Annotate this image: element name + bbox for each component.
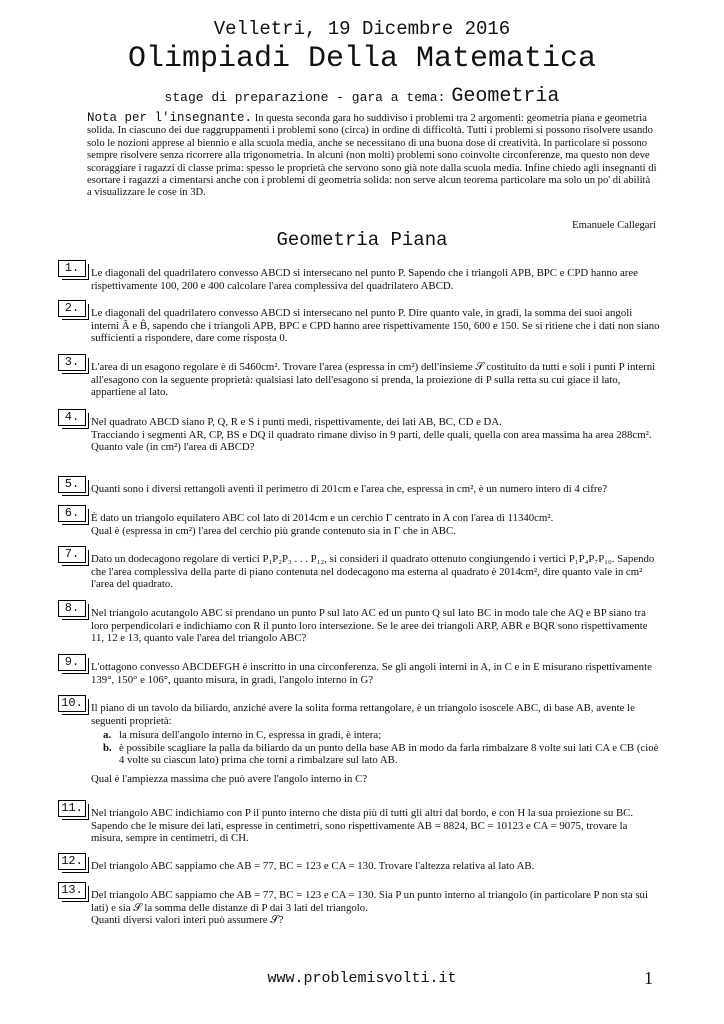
problem-number: 3. xyxy=(58,354,86,371)
problem-items xyxy=(103,729,661,767)
problem-number: 6. xyxy=(58,505,86,522)
problem-text: Il piano di un tavolo da biliardo, anziché avere la solita forma rettangolare, è un triangolo isoscele ABC, di base AB, avente le seguenti proprietà: a. la misura dell'angolo interno in C, espressa in gradi, è intera; b. è possibile scagliare la palla da biliardo da un punto della base AB in modo da farla rimbalzare 8 volte sui lati CA e CB (cioè 4 volte su ciascun lato) prima che torni a rimbalzare sul lato AB. Qual è l'ampiezza massima che può avere l'angolo interno in C? xyxy=(91,702,661,786)
problem-number: 9. xyxy=(58,654,86,671)
problem-number: 7. xyxy=(58,546,86,563)
page-subtitle xyxy=(0,85,724,108)
problem-number: 10. xyxy=(58,695,86,712)
note-text: In questa seconda gara ho suddiviso i problemi tra 2 argomenti: geometria piana e geometria solida. In ciascuno dei due raggruppamenti i problemi sono (circa) in ordine di difficoltà. Tutti i problemi si possono risolvere usando solo le nozioni apprese al biennio e alla scuola media, anche se necessitano di una buona dose di creatività. In particolare si possono sempre risolvere senza ricorrere alla trigonometria. In alcuni (non molti) problemi sono coinvolte circonferenze, ma questo non deve scoraggiare i ragazzi di classe prima: spesso le proprietà che servono sono già note dalla scuola media. Infine chiedo agli insegnanti di esortare i ragazzi a cimentarsi anche con i problemi di geometria solida: non serve alcun teorema particolare ma solo un po' di abilità a visualizzare le cose in 3D. xyxy=(87,113,657,199)
problem-text: Del triangolo ABC sappiamo che AB = 77, BC = 123 e CA = 130. Trovare l'altezza relativa al lato AB. xyxy=(91,860,535,872)
problem-text: L'ottagono convesso ABCDEFGH è inscritto in una circonferenza. Se gli angoli interni in A, in C e in E misurano rispettivamente 139°, 150° e 106°, quanto misura, in gradi, l'angolo interno in G? xyxy=(91,661,652,686)
problem-text: Le diagonali del quadrilatero convesso ABCD si intersecano nel punto P. Dire quanto vale, in gradi, la somma dei suoi angoli interni Â e B̂, sapendo che i triangoli APB, BPC e CPD hanno aree rispettivamente 150, 600 e 150. Se si ritiene che i dati non siano sufficienti a rispondere, dare come risposta 0. xyxy=(91,307,660,345)
problem-number: 11. xyxy=(58,800,86,817)
problem-text: Dato un dodecagono regolare di vertici P₁P₂P₃ . . . P₁₂, si consideri il quadrato ottenuto congiungendo i vertici P₁P₄P₇P₁₀. Sapendo che l'area complessiva della parte di piano contenuta nel dodecagono ma esterna al quadrato è 2014cm², dire quanto vale in cm² l'area del quadrato. xyxy=(91,553,655,591)
page-title: Olimpiadi Della Matematica xyxy=(127,42,597,76)
problem-text: Del triangolo ABC sappiamo che AB = 77, BC = 123 e CA = 130. Sia P un punto interno al triangolo (in particolare P non sta sui lati) e sia 𝒮 la somma delle distanze di P dai 3 lati del triangolo. Quanti diversi valori interi può assumere 𝒮? xyxy=(91,889,648,927)
problem-text: L'area di un esagono regolare è di 5460cm². Trovare l'area (espressa in cm²) dell'insieme 𝒮 costituito da tutti e soli i punti P interni all'esagono con la seguente proprietà: qualsiasi lato dell'esagono si prenda, la proiezione di P sulla retta su cui giace il lato, appartiene al lato. xyxy=(91,361,656,399)
problem-number: 5. xyxy=(58,476,86,493)
problem-text: Nel triangolo acutangolo ABC si prendano un punto P sul lato AC ed un punto Q sul lato BC in modo tale che AQ e BP siano tra loro perpendicolari e indichiamo con R il punto loro intersezione. Se le aree dei triangoli ARP, ABR e BQR sono rispettivamente 11, 12 e 13, quanto vale l'area del triangolo ABC? xyxy=(91,607,648,645)
problem-number: 2. xyxy=(58,300,86,317)
problem-number: 4. xyxy=(58,409,86,426)
footer-url[interactable]: www.problemisvolti.it xyxy=(267,970,457,987)
note-author: Emanuele Callegari xyxy=(572,220,656,231)
problem-number: 12. xyxy=(58,853,86,870)
problem-number: 1. xyxy=(58,260,86,277)
subtitle-prefix: stage di preparazione - gara a tema: xyxy=(164,90,446,105)
problem-text: Quanti sono i diversi rettangoli aventi il perimetro di 201cm e l'area che, espressa in cm², è un numero intero di 4 cifre? xyxy=(91,483,608,495)
date-place-line: Velletri, 19 Dicembre 2016 xyxy=(213,18,511,40)
section-title: Geometria Piana xyxy=(276,229,448,251)
list-item: b. è possibile scagliare la palla da biliardo da un punto della base AB in modo da farla rimbalzare 8 volte sui lati CA e CB (cioè 4 volte su ciascun lato) prima che torni a rimbalzare sul lato AB. xyxy=(103,741,659,767)
topic-label: Geometria xyxy=(451,85,560,108)
note-lead: Nota per l'insegnante. xyxy=(87,111,253,125)
problem-number: 8. xyxy=(58,600,86,617)
problem-text: Nel triangolo ABC indichiamo con P il punto interno che dista più di tutti gli altri dal bordo, e con H la sua proiezione su BC. Sapendo che le misure dei lati, espresse in centimetri, sono rispettivamente AB = 8824, BC = 10123 e CA = 9075, trovare la misura, sempre in centimetri, di CH. xyxy=(91,807,634,845)
problem-text: È dato un triangolo equilatero ABC col lato di 2014cm e un cerchio Γ centrato in A con l'area di 11340cm². Qual è (espressa in cm²) l'area del cerchio più grande contenuto sia in Γ che in ABC. xyxy=(91,512,554,537)
problem-text: Le diagonali del quadrilatero convesso ABCD si intersecano nel punto P. Sapendo che i triangoli APB, BPC e CPD hanno aree rispettivamente 100, 200 e 400 calcolare l'area complessiva del quadrilatero ABCD. xyxy=(91,267,638,292)
problem-number: 13. xyxy=(58,882,86,899)
page-number: 1 xyxy=(644,968,653,988)
list-item: a. la misura dell'angolo interno in C, espressa in gradi, è intera; xyxy=(103,729,382,742)
problem-text: Nel quadrato ABCD siano P, Q, R e S i punti medi, rispettivamente, dei lati AB, BC, CD e DA. Tracciando i segmenti AR, CP, BS e DQ il quadrato rimane diviso in 9 parti, delle quali, quella con area massima ha area 288cm². Quanto vale (in cm²) l'area di ABCD? xyxy=(91,416,652,454)
teacher-note xyxy=(87,112,657,200)
